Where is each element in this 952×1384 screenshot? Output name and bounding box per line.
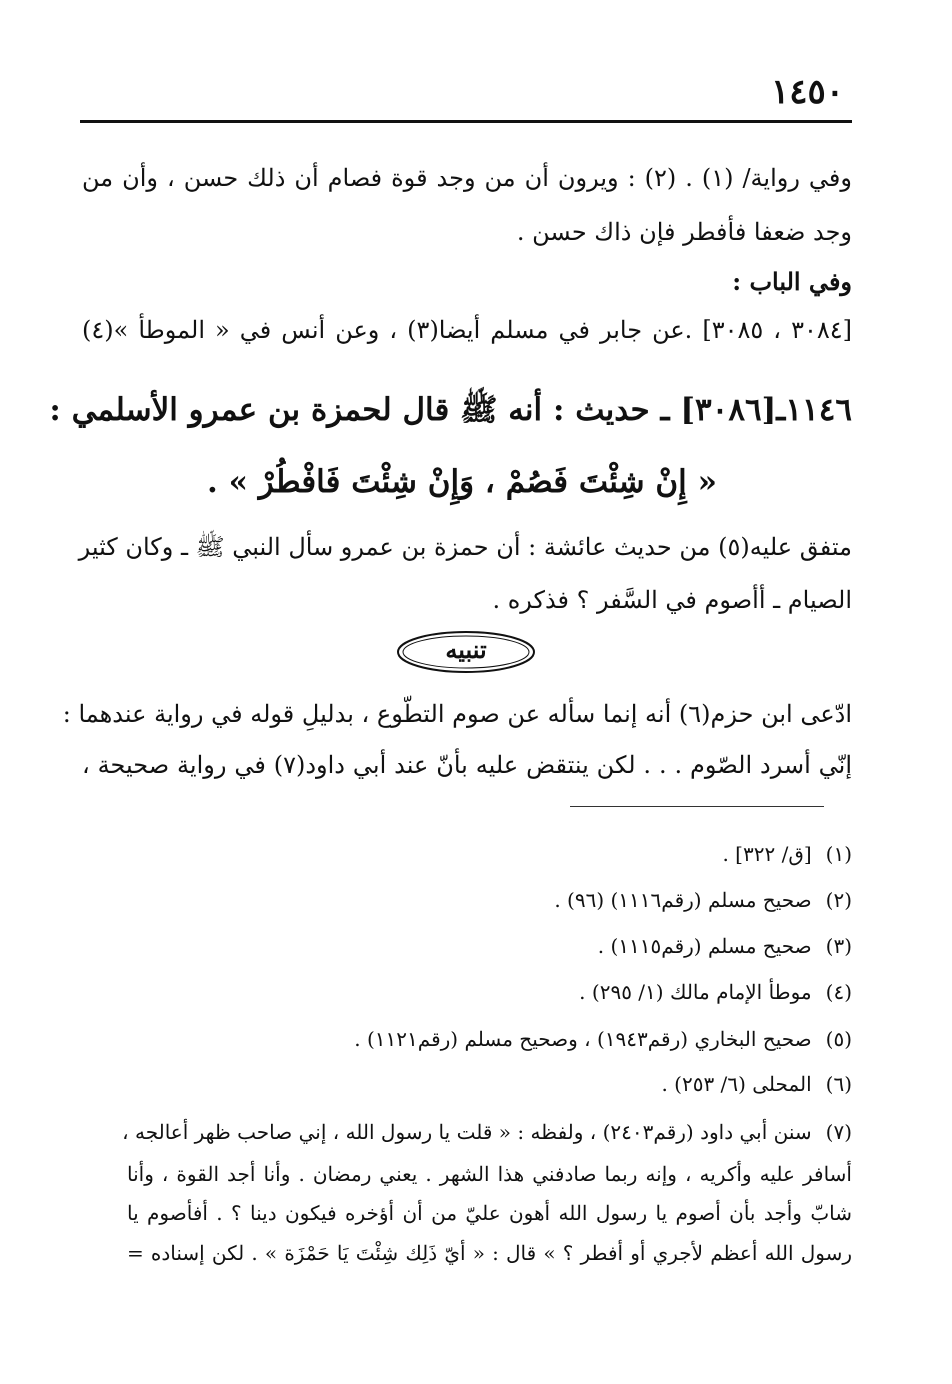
footnote-text: موطأ الإمام مالك (١/ ٢٩٥) . <box>579 980 812 1004</box>
footnote-number: (٤) <box>825 980 852 1004</box>
footnote-7-cont-3: رسول الله أعظم لأجري أو أفطر ؟ » قال : « أيّ ذَلِك شِئْتَ يَا حَمْزَة » . لكن إسناده = <box>127 1241 852 1265</box>
bab-heading: وفي الباب : <box>732 267 852 296</box>
body-line-5: الصيام ـ أأصوم في السَّفر ؟ فذكره . <box>492 586 852 614</box>
footnote-number: (٦) <box>825 1072 852 1096</box>
footnote-separator <box>570 806 824 807</box>
body-line-2: وجد ضعفا فأفطر فإن ذاك حسن . <box>516 218 852 246</box>
footnote-6 <box>82 1066 852 1102</box>
footnote-5 <box>82 1021 852 1057</box>
header-rule <box>80 120 852 123</box>
body-line-1: وفي رواية/ (١) . (٢) : ويرون أن من وجد قوة فصام أن ذلك حسن ، وأن من <box>82 164 852 192</box>
footnote-text: [ق/ ٣٢٢] . <box>722 842 812 866</box>
footnote-2 <box>82 882 852 918</box>
footnote-1 <box>82 836 852 872</box>
footnote-number: (٢) <box>825 888 852 912</box>
footnote-number: (٥) <box>825 1027 852 1051</box>
body-line-3: [٣٠٨٤ ، ٣٠٨٥] .عن جابر في مسلم أيضا(٣) ، وعن أنس في « الموطأ »(٤) <box>82 316 852 344</box>
body-line-7: إنّي أسرد الصّوم . . . لكن ينتقض عليه بأنّ عند أبي داود(٧) في رواية صحيحة ، <box>82 751 852 779</box>
footnote-3 <box>82 928 852 964</box>
footnote-number: (٣) <box>825 934 852 958</box>
footnote-text: صحيح مسلم (رقم١١١٥) . <box>597 934 812 958</box>
footnote-7 <box>82 1114 852 1150</box>
body-line-6: ادّعى ابن حزم(٦) أنه إنما سأله عن صوم التطّوع ، بدليلِ قوله في رواية عندهما : <box>62 700 852 728</box>
footnote-7-cont-1: أسافر عليه وأكريه ، وإنه ربما صادفني هذا الشهر . يعني رمضان . وأنا أجد القوة ، وأنا <box>127 1162 852 1186</box>
body-line-4: متفق عليه(٥) من حديث عائشة : أن حمزة بن عمرو سأل النبي ﷺ ـ وكان كثير <box>78 533 852 561</box>
page-number: ١٤٥٠ <box>770 72 844 112</box>
footnote-4 <box>82 974 852 1010</box>
footnote-text: المحلى (٦/ ٢٥٣) . <box>661 1072 812 1096</box>
footnote-number: (٧) <box>825 1120 852 1144</box>
footnote-text: صحيح البخاري (رقم١٩٤٣) ، وصحيح مسلم (رقم١١٢١) . <box>354 1027 812 1051</box>
footnote-7-cont-2: شابّ وأجد بأن أصوم يا رسول الله أهون عليّ من أن أؤخره فيكون دينا ؟ . أفأصوم يا <box>127 1201 852 1225</box>
footnote-number: (١) <box>825 842 852 866</box>
tanbih-badge <box>395 627 537 677</box>
hadith-line-1: ١١٤٦ـ[٣٠٨٦] ـ حديث : أنه ﷺ قال لحمزة بن عمرو الأسلمي : <box>49 392 852 428</box>
hadith-line-2: « إِنْ شِئْتَ فَصُمْ ، وَإِنْ شِئْتَ فَافْطُرْ » . <box>207 464 717 500</box>
footnote-text: سنن أبي داود (رقم٢٤٠٣) ، ولفظه : « قلت يا رسول الله ، إني صاحب ظهر أعالجه ، <box>122 1120 812 1144</box>
footnote-text: صحيح مسلم (رقم١١١٦) (٩٦) . <box>554 888 812 912</box>
tanbih-label: تنبيه <box>445 635 487 664</box>
